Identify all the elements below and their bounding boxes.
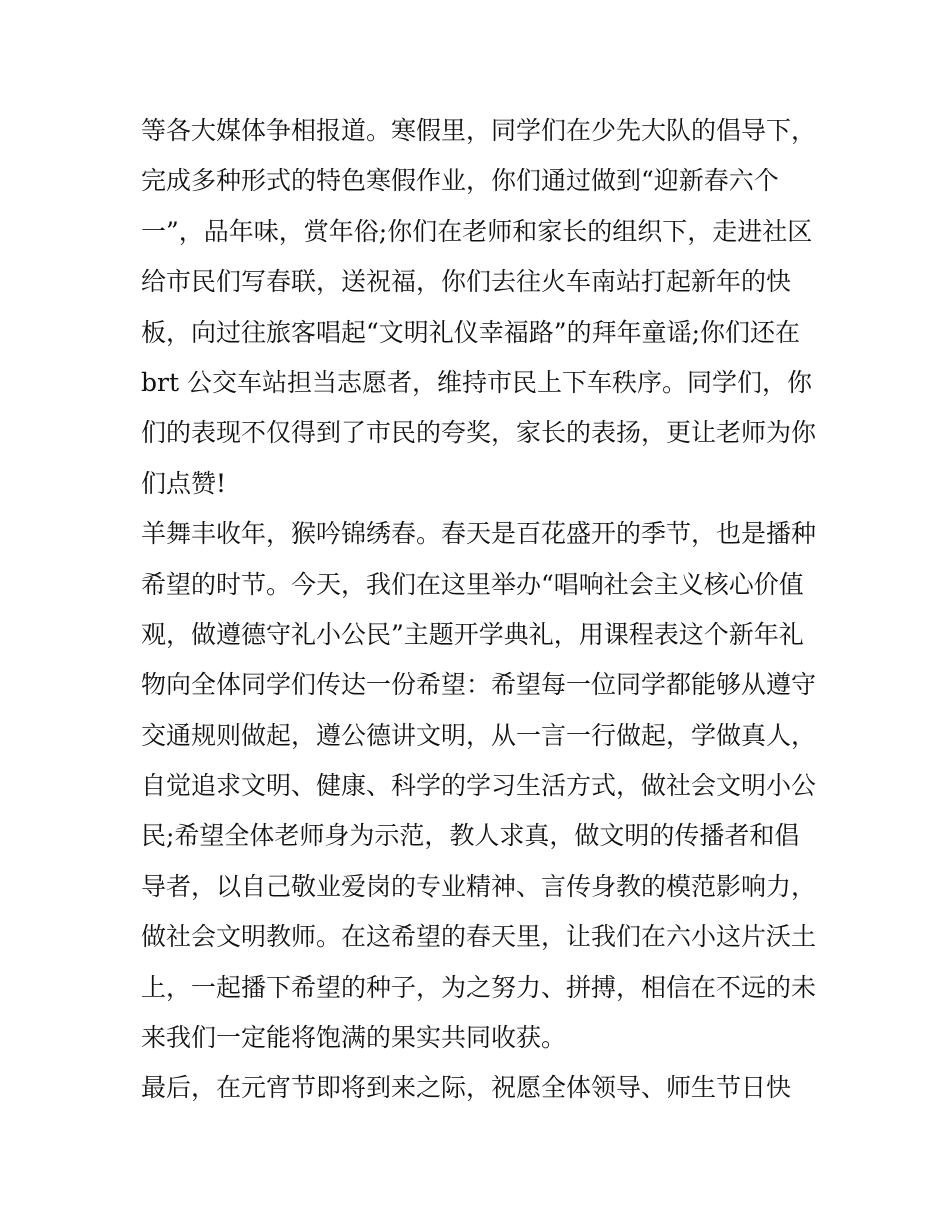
text-line: 完成多种形式的特色寒假作业，你们通过做到“迎新春六个 [141, 166, 779, 196]
text-line: 民;希望全体老师身为示范，教人求真，做文明的传播者和倡 [141, 821, 800, 851]
text-line: 观，做遵德守礼小公民”主题开学典礼，用课程表这个新年礼 [141, 619, 804, 649]
text-line: 希望的时节。今天，我们在这里举办“唱响社会主义核心价值 [141, 569, 804, 599]
text-line: 们点赞! [141, 468, 227, 498]
text-line: 等各大媒体争相报道。寒假里，同学们在少先大队的倡导下， [141, 116, 817, 145]
text-line: 导者，以自己敬业爱岗的专业精神、言传身教的模范影响力， [141, 871, 817, 901]
text-line: 交通规则做起，遵公德讲文明，从一言一行做起，学做真人， [141, 720, 817, 750]
text-line: 羊舞丰收年，猴吟锦绣春。春天是百花盛开的季节，也是播种 [141, 519, 817, 549]
text-line: 给市民们写春联，送祝福，你们去往火车南站打起新年的快 [141, 267, 792, 297]
text-line: 一”，品年味，赏年俗;你们在老师和家长的组织下，走进社区 [141, 216, 813, 246]
text-line: 来我们一定能将饱满的果实共同收获。 [141, 1023, 567, 1053]
text-line: brt 公交车站担当志愿者，维持市民上下车秩序。同学们，你 [141, 367, 812, 397]
text-line: 上，一起播下希望的种子，为之努力、拼搏，相信在不远的未 [141, 972, 817, 1002]
text-line: 们的表现不仅得到了市民的夸奖，家长的表扬，更让老师为你 [141, 418, 817, 448]
text-line: 自觉追求文明、健康、科学的学习生活方式，做社会文明小公 [141, 771, 817, 801]
text-line: 板，向过往旅客唱起“文明礼仪幸福路”的拜年童谣;你们还在 [141, 317, 800, 347]
text-line: 最后，在元宵节即将到来之际，祝愿全体领导、师生节日快 [141, 1073, 792, 1103]
text-line: 做社会文明教师。在这希望的春天里，让我们在六小这片沃土 [141, 922, 817, 952]
document-body [141, 106, 821, 1114]
text-line: 物向全体同学们传达一份希望：希望每一位同学都能够从遵守 [141, 670, 817, 700]
